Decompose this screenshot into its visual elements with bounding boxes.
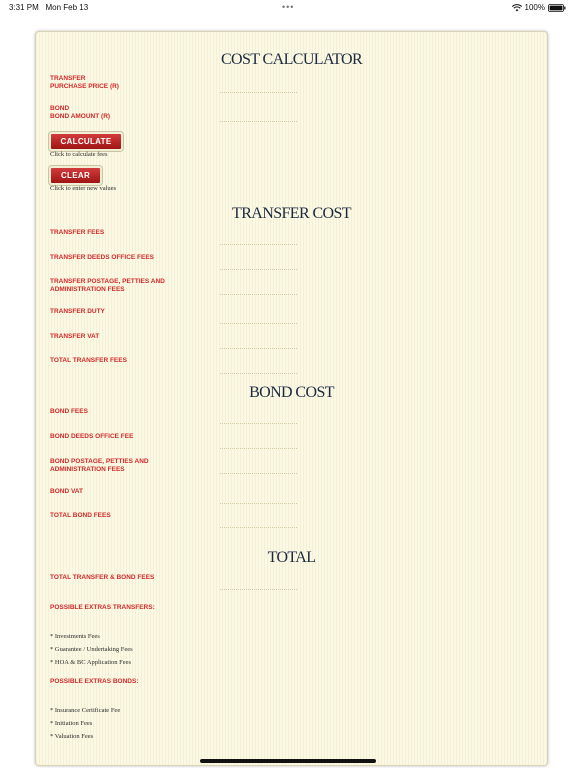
status-time: 3:31 PM Mon Feb 13	[9, 3, 89, 12]
wifi-icon	[512, 4, 522, 12]
extra-bond-item: * Insurance Certificate Fee	[50, 707, 121, 714]
calculator-card	[35, 31, 548, 766]
transfer-duty-field	[220, 315, 297, 324]
transfer-postage-label: TRANSFER POSTAGE, PETTIES AND ADMINISTRATION FEES	[50, 278, 165, 293]
bond-amount-label: BOND BOND AMOUNT (R)	[50, 105, 111, 120]
transfer-fees-label: TRANSFER FEES	[50, 229, 105, 236]
extra-transfer-item: * Investments Fees	[50, 633, 100, 640]
transfer-vat-label: TRANSFER VAT	[50, 333, 100, 340]
total-heading: TOTAL	[267, 549, 316, 566]
multitasking-dots[interactable]: •••	[282, 2, 295, 12]
possible-extras-bonds-label: POSSIBLE EXTRAS BONDS:	[50, 678, 139, 685]
transfer-duty-label: TRANSFER DUTY	[50, 308, 105, 315]
bond-postage-field	[220, 465, 297, 474]
extra-transfer-item: * HOA & BC Application Fees	[50, 659, 132, 666]
battery-icon	[548, 4, 566, 12]
transfer-deeds-office-fees-field	[220, 261, 297, 270]
total-transfer-bond-fees-field	[220, 581, 297, 590]
extra-bond-item: * Initiation Fees	[50, 720, 93, 727]
bond-amount-input[interactable]	[220, 113, 297, 122]
calculate-button[interactable]: CALCULATE	[49, 132, 123, 151]
purchase-price-label: TRANSFER PURCHASE PRICE (R)	[50, 75, 119, 90]
transfer-vat-field	[220, 340, 297, 349]
total-transfer-fees-field	[220, 365, 297, 374]
status-bar	[0, 0, 576, 16]
bond-deeds-office-fee-field	[220, 440, 297, 449]
transfer-deeds-office-fees-label: TRANSFER DEEDS OFFICE FEES	[50, 254, 155, 261]
bond-postage-label: BOND POSTAGE, PETTIES AND ADMINISTRATION FEES	[50, 458, 149, 473]
bond-vat-field	[220, 495, 297, 504]
transfer-postage-field	[220, 286, 297, 295]
total-transfer-bond-fees-label: TOTAL TRANSFER & BOND FEES	[50, 574, 155, 581]
purchase-price-input[interactable]	[220, 84, 297, 93]
clear-button[interactable]: CLEAR	[49, 166, 102, 185]
bond-fees-label: BOND FEES	[50, 408, 88, 415]
extra-bond-item: * Valuation Fees	[50, 733, 94, 740]
battery-percent: 100%	[524, 3, 545, 12]
total-transfer-fees-label: TOTAL TRANSFER FEES	[50, 357, 127, 364]
bond-deeds-office-fee-label: BOND DEEDS OFFICE FEE	[50, 433, 134, 440]
clear-hint: Click to enter new values	[50, 185, 117, 192]
home-indicator[interactable]	[200, 759, 376, 763]
bond-fees-field	[220, 415, 297, 424]
calculate-hint: Click to calculate fees	[50, 151, 108, 158]
possible-extras-transfers-label: POSSIBLE EXTRAS TRANSFERS:	[50, 604, 155, 611]
transfer-cost-heading: TRANSFER COST	[232, 205, 351, 222]
extra-transfer-item: * Guarantee / Undertaking Fees	[50, 646, 133, 653]
bond-vat-label: BOND VAT	[50, 488, 83, 495]
bond-cost-heading: BOND COST	[249, 384, 334, 401]
total-bond-fees-field	[220, 519, 297, 528]
status-indicators	[512, 3, 566, 12]
cost-calculator-heading: COST CALCULATOR	[220, 51, 363, 68]
total-bond-fees-label: TOTAL BOND FEES	[50, 512, 111, 519]
transfer-fees-field	[220, 236, 297, 245]
